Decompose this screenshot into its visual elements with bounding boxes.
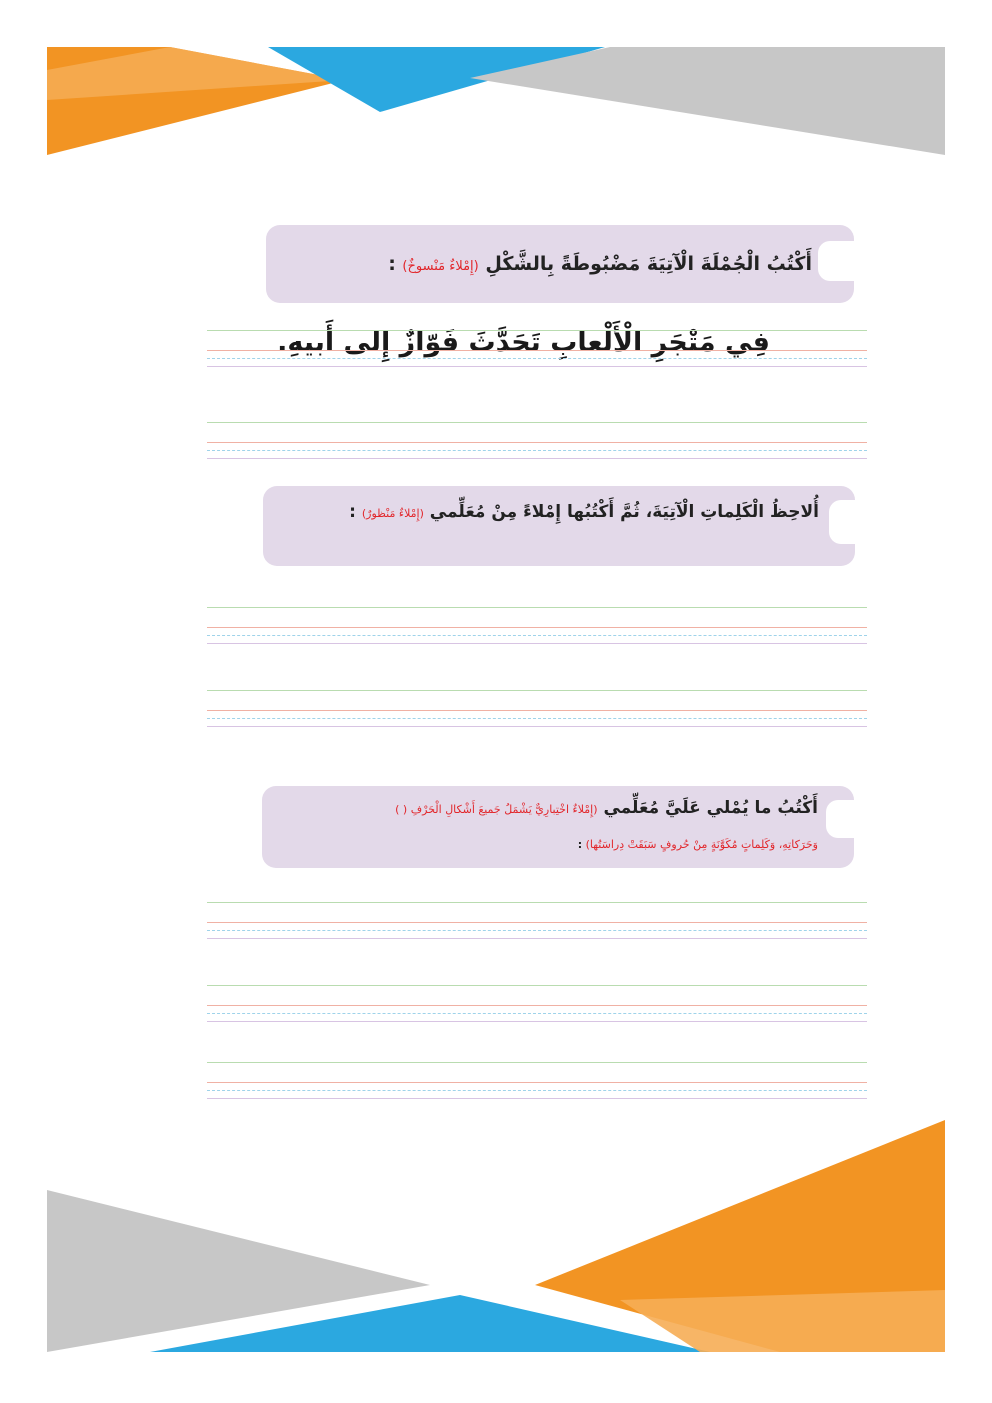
instruction-line-1 (349, 502, 819, 522)
writing-line[interactable] (207, 690, 867, 722)
top-right-gray-triangle (470, 47, 945, 155)
dictation-type-tag: (إِمْلاءٌ مَنْسوخٌ) (402, 259, 479, 274)
writing-line[interactable] (207, 607, 867, 639)
writing-line[interactable] (207, 902, 867, 934)
writing-line[interactable] (207, 1062, 867, 1094)
panel-notch (818, 241, 854, 281)
instruction-colon: : (388, 253, 396, 275)
writing-line[interactable] (207, 985, 867, 1017)
instruction-line-2 (578, 838, 818, 851)
instruction-colon: : (349, 502, 356, 522)
dictation-type-tag-line-1: (إِمْلاءٌ اخْتِبارِيٌّ يَشْمَلُ جَميعَ أَشْكالِ الْحَرْفِ ( ) (395, 803, 598, 816)
writing-line[interactable] (207, 422, 867, 454)
instruction-text: أَكْتُبُ ما يُمْلي عَلَيَّ مُعَلِّمي (603, 798, 818, 818)
model-sentence: فِي مَتْجَرِ الْأَلْعابِ تَحَدَّثَ فَوّازٌ إِلى أَبيهِ. (277, 327, 770, 358)
dictation-type-tag-line-2: وَحَرَكاتِهِ، وَكَلِماتٍ مُكَوَّنَةٍ مِنْ حُروفٍ سَبَقَتْ دِراسَتُها) (585, 838, 818, 851)
instruction-line-1 (388, 253, 812, 275)
dictation-type-tag: (إِمْلاءٌ مَنْظورٌ) (361, 507, 424, 520)
instruction-panel-3 (262, 786, 854, 868)
instruction-text: أَكْتُبُ الْجُمْلَةَ الْآتِيَةَ مَضْبُوطَةً بِالشَّكْلِ (485, 253, 812, 275)
writing-line (207, 330, 867, 362)
instruction-colon: : (577, 838, 583, 851)
panel-notch (829, 500, 855, 544)
instruction-panel-1 (266, 225, 854, 303)
instruction-panel-2 (263, 486, 855, 566)
instruction-line-1 (395, 798, 818, 818)
panel-notch (826, 800, 854, 838)
instruction-text: أُلاحِظُ الْكَلِماتِ الْآتِيَةَ، ثُمَّ أَكْتُبُها إِمْلاءً مِنْ مُعَلِّمي (429, 502, 819, 522)
